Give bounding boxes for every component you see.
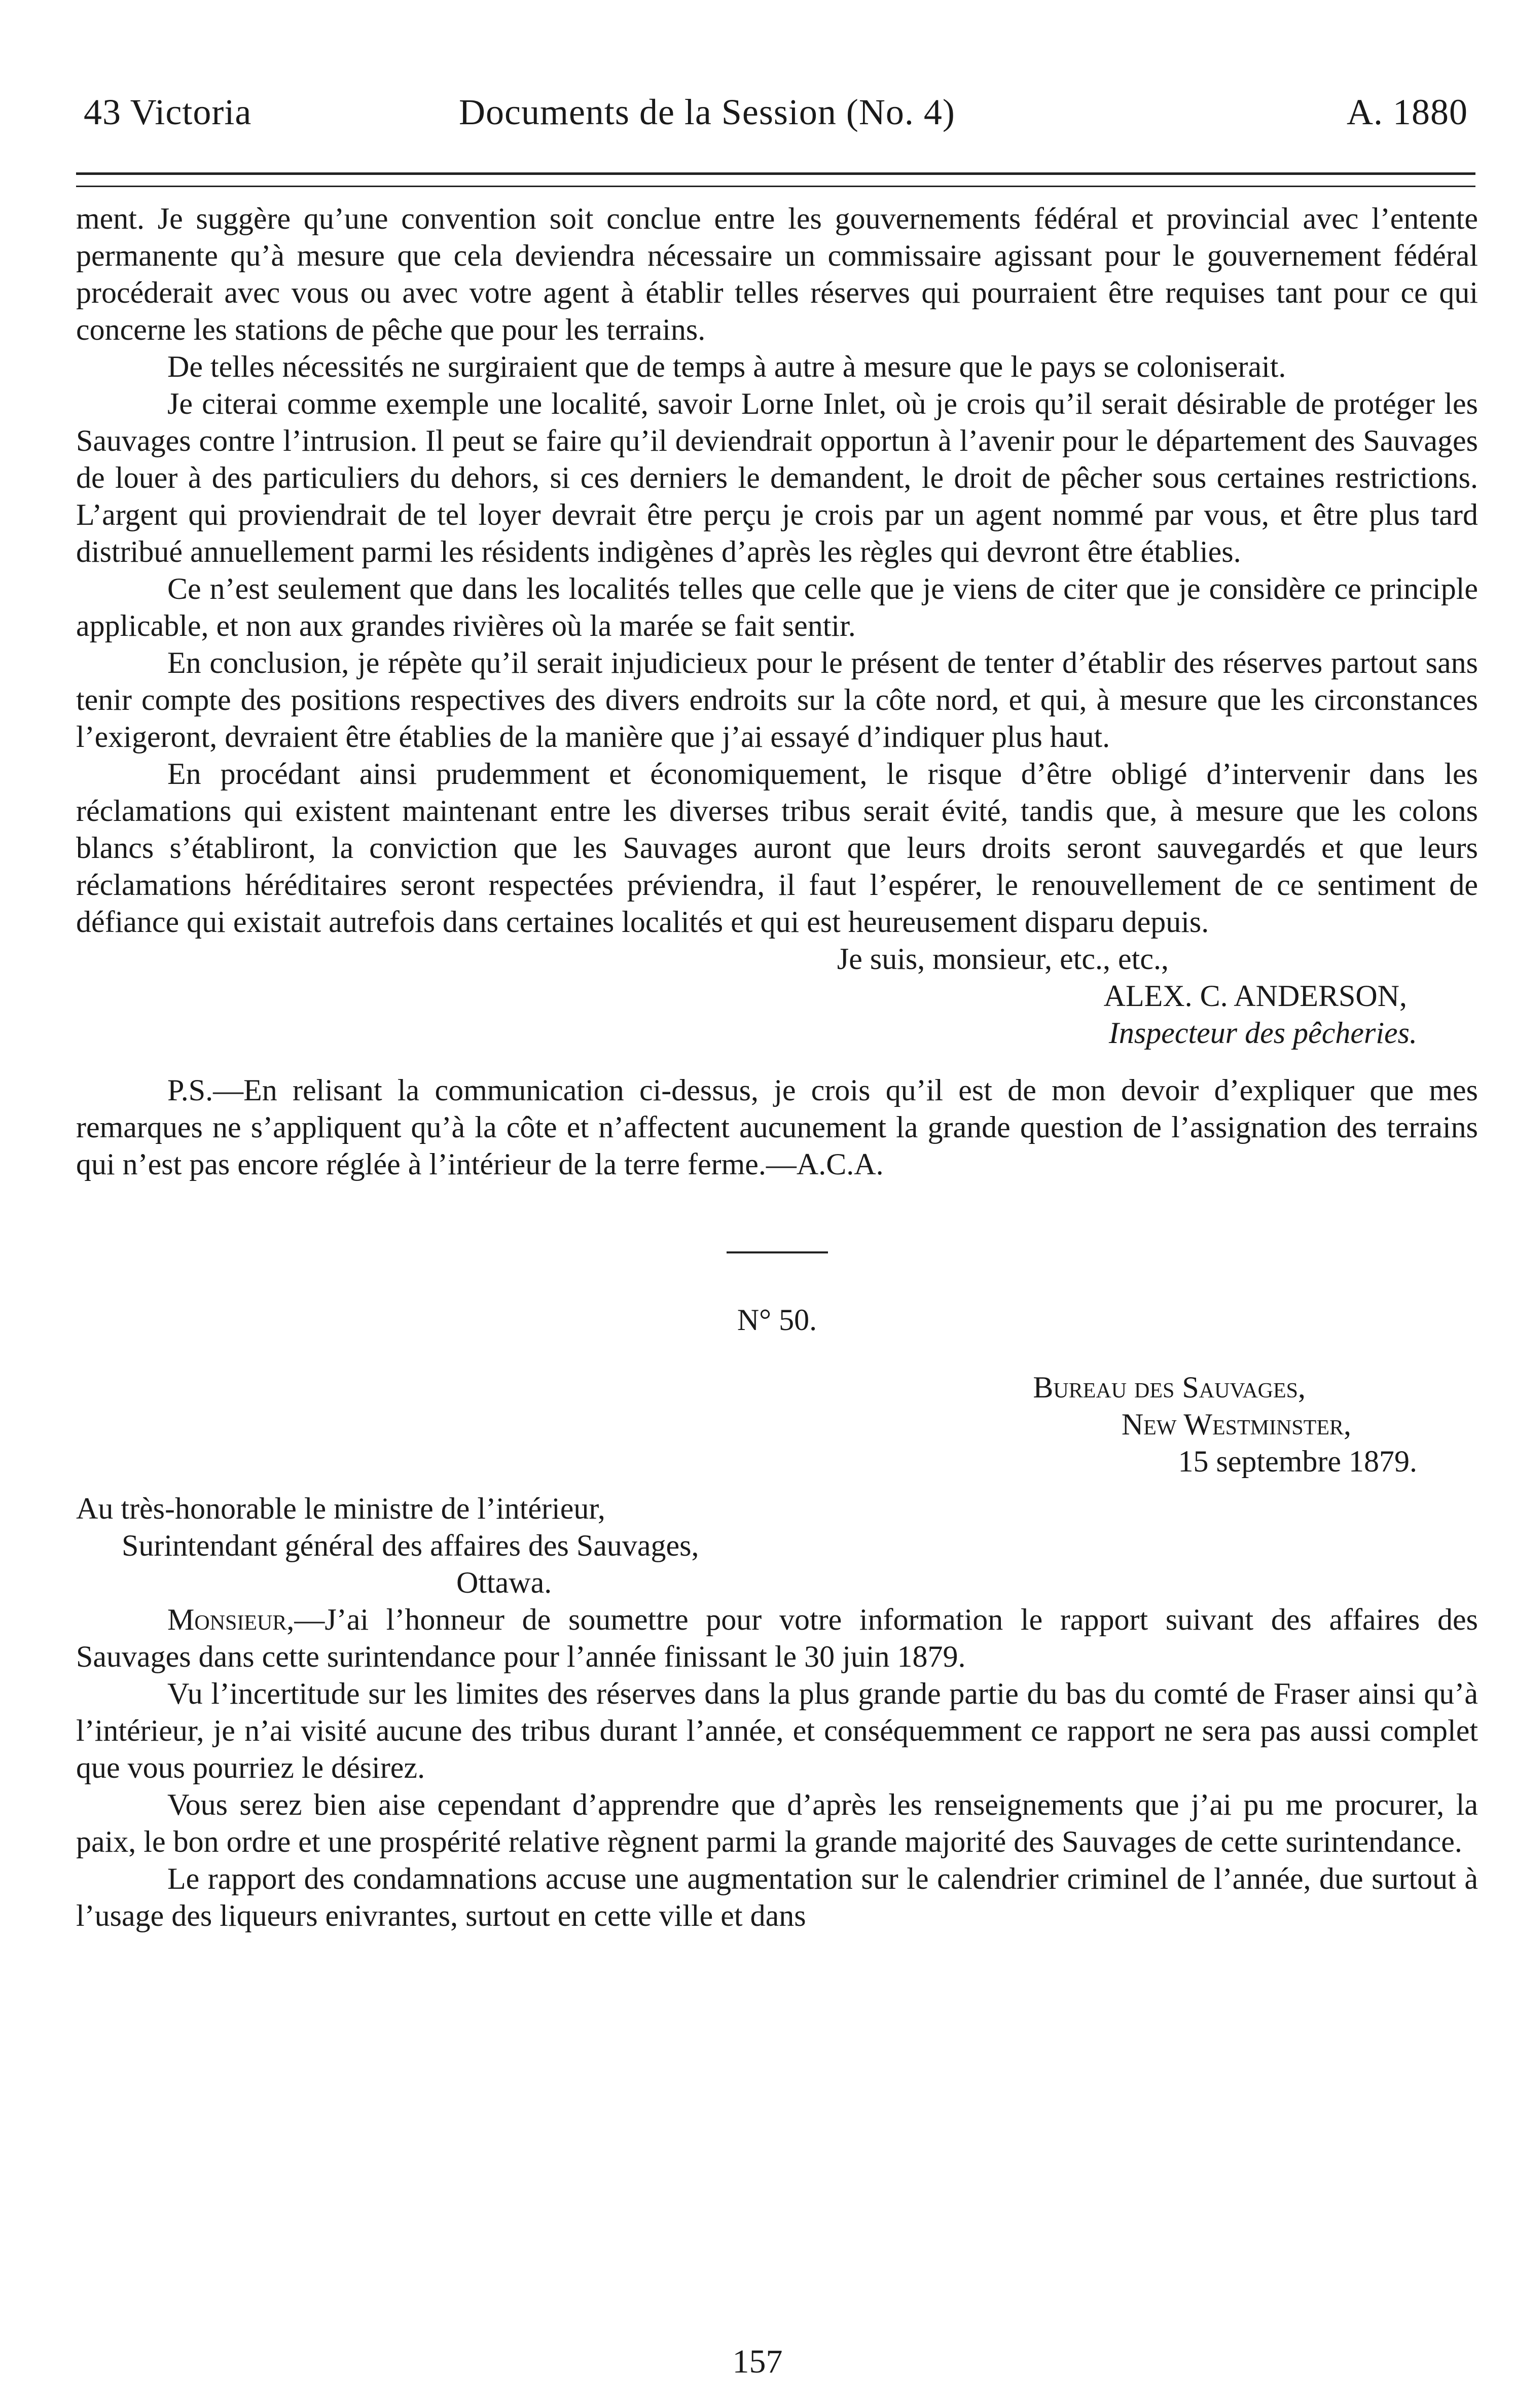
- closing-formula: Je suis, monsieur, etc., etc.,: [837, 942, 1169, 976]
- header-volume: 43 Victoria: [84, 92, 252, 132]
- signature-name: ALEX. C. ANDERSON,: [1103, 979, 1407, 1013]
- paragraph: En conclusion, je répète qu’il serait injudicieux pour le présent de tenter d’établir des réserves partout sans tenir compte des positions respectives des divers endroits sur la côte nord, et qui, à mesure que les circonstances l’exigeront, devraient être établies de la manière que j’ai essayé d’indiquer plus haut.: [76, 646, 1478, 753]
- page-number: 157: [732, 2343, 783, 2380]
- letter-date: 15 septembre 1879.: [1178, 1445, 1417, 1478]
- recipient-line: Ottawa.: [456, 1566, 552, 1599]
- paragraph: Le rapport des condamnations accuse une augmentation sur le calendrier criminel de l’année, due surtout à l’usage des liqueurs enivrantes, surtout en cette ville et dans: [76, 1862, 1478, 1932]
- running-header: [84, 81, 1468, 137]
- paragraph: ment. Je suggère qu’une convention soit conclue entre les gouvernements fédéral et provincial avec l’entente permanente qu’à mesure que cela deviendra nécessaire un commissaire agissant pour le gouvernement fédéral procéderait avec vous ou avec votre agent à établir telles réserves qui pourraient être requises tant pour ce qui concerne les stations de pêche que pour les terrains.: [76, 202, 1478, 346]
- paragraph: Vu l’incertitude sur les limites des réserves dans la plus grande partie du bas du comté de Fraser ainsi qu’à l’intérieur, je n’ai visité aucune des tribus durant l’année, et conséquemment ce rapport ne sera pas aussi complet que vous pourriez le désirez.: [76, 1677, 1478, 1784]
- recipient-line: Surintendant général des affaires des Sauvages,: [122, 1529, 699, 1562]
- paragraph: En procédant ainsi prudemment et économiquement, le risque d’être obligé d’intervenir dans les réclamations qui existent maintenant entre les diverses tribus serait évité, tandis que, à mesure que les colons blancs s’établiront, la conviction que les Sauvages auront que leurs droits seront sauvegardés et que leurs réclamations héréditaires seront respectées préviendra, il faut l’espérer, le renouvellement de ce sentiment de défiance qui existait autrefois dans certaines localités et qui est heureusement disparu depuis.: [76, 757, 1478, 939]
- paragraph: De telles nécessités ne surgiraient que de temps à autre à mesure que le pays se coloniserait.: [167, 350, 1286, 383]
- document-number: N° 50.: [737, 1303, 817, 1337]
- paragraph: [76, 1601, 1478, 1675]
- sender-address: [76, 1369, 1478, 1480]
- header-rule-thick: [76, 172, 1475, 175]
- recipient-line: Au très-honorable le ministre de l’intérieur,: [76, 1492, 605, 1525]
- postscript: P.S.—En relisant la communication ci-dessus, je crois qu’il est de mon devoir d’expliquer que mes remarques ne s’appliquent qu’à la côte et n’affectent aucunement la grande question de l’assignation des terrains qui n’est pas encore réglée à l’intérieur de la terre ferme.—A.C.A.: [76, 1073, 1478, 1181]
- recipient-address: [76, 1490, 1478, 1601]
- paragraph: Je citerai comme exemple une localité, savoir Lorne Inlet, où je crois qu’il serait désirable de protéger les Sauvages contre l’intrusion. Il peut se faire qu’il deviendrait opportun à l’avenir pour le département des Sauvages de louer à des particuliers du dehors, si ces derniers le demandent, le droit de pêcher sous certaines restrictions. L’argent qui proviendrait de tel loyer devrait être perçu je crois par un agent nommé par vous, et être plus tard distribué annuellement parmi les résidents indigènes d’après les règles qui devront être établies.: [76, 387, 1478, 568]
- section-divider: [727, 1251, 828, 1253]
- signature-title: Inspecteur des pêcheries.: [1108, 1016, 1417, 1050]
- paragraph: Vous serez bien aise cependant d’apprendre que d’après les renseignements que j’ai pu me procurer, la paix, le bon ordre et une prospérité relative règnent parmi la grande majorité des Sauvages de cette surintendance.: [76, 1788, 1478, 1858]
- bureau-name: Bureau des Sauvages,: [1033, 1371, 1306, 1404]
- paragraph: Ce n’est seulement que dans les localités telles que celle que je viens de citer que je considère ce principle applicable, et non aux grandes rivières où la marée se fait sentir.: [76, 572, 1478, 642]
- header-year: A. 1880: [1347, 92, 1468, 132]
- bureau-city: New Westminster,: [1121, 1408, 1351, 1441]
- body-text: [76, 200, 1478, 1934]
- paragraph-text: —J’ai l’honneur de soumettre pour votre information le rapport suivant des affaires des Sauvages dans cette surintendance pour l’année finissant le 30 juin 1879.: [76, 1603, 1478, 1673]
- header-title: Documents de la Session (No. 4): [459, 92, 955, 132]
- salutation: Monsieur,: [167, 1603, 295, 1636]
- header-rule-thin: [76, 186, 1475, 187]
- letter-closing: [76, 941, 1478, 1052]
